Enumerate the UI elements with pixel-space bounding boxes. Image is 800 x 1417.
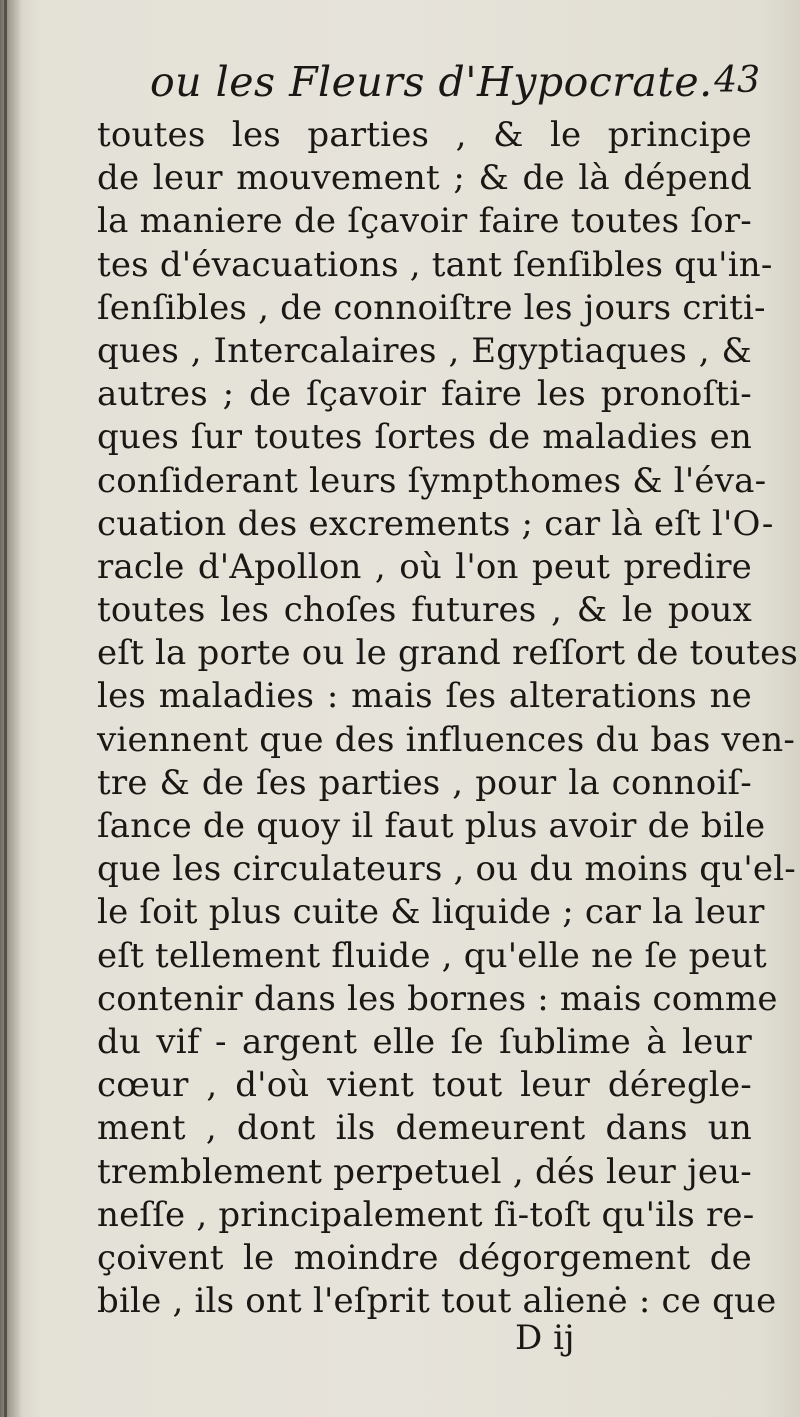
text-line: contenir dans les bornes : mais comme <box>97 978 778 1019</box>
spine-edge <box>4 0 7 1417</box>
text-line: conſiderant leurs ſympthomes & l'éva- <box>97 460 767 501</box>
text-line: eſt la porte ou le grand reſſort de toutes <box>97 633 799 674</box>
text-line: toutes les choſes futures , & le poux <box>97 590 752 631</box>
text-line: tes d'évacuations , tant ſenſibles qu'in- <box>97 244 773 285</box>
text-line: cuation des excrements ; car là eſt l'O- <box>97 503 774 544</box>
text-line: de leur mouvement ; & de là dépend <box>97 158 752 199</box>
text-line: tre & de ſes parties , pour la connoiſ- <box>97 762 752 803</box>
text-line: bile , ils ont l'eſprit tout alienė : ce que <box>97 1281 777 1322</box>
body-text <box>97 114 799 1323</box>
text-line: les maladies : mais ſes alterations ne <box>97 676 752 717</box>
text-line: racle d'Apollon , où l'on peut predire <box>97 546 752 587</box>
text-line: viennent que des influences du bas ven- <box>97 719 796 760</box>
text-line: ment , dont ils demeurent dans un <box>97 1108 752 1149</box>
running-title: ou les Fleurs d'Hypocrate. <box>150 58 713 106</box>
text-line: cœur , d'où vient tout leur déregle- <box>97 1065 752 1106</box>
text-line: du vif - argent elle ſe ſublime à leur <box>97 1021 752 1062</box>
text-line: autres ; de ſçavoir faire les pronoſti- <box>97 374 752 415</box>
text-line: çoivent le moindre dégorgement de <box>97 1237 752 1278</box>
text-line: eſt tellement fluide , qu'elle ne ſe peut <box>97 935 767 976</box>
text-line: toutes les parties , & le principe <box>97 115 752 155</box>
text-line: la maniere de ſçavoir faire toutes ſor- <box>97 201 752 242</box>
text-line: neſſe , principalement ſi-toſt qu'ils re- <box>97 1194 755 1235</box>
text-line: le ſoit plus cuite & liquide ; car la leur <box>97 892 765 933</box>
text-line: ſance de quoy il faut plus avoir de bile <box>97 806 766 846</box>
signature-mark: D ij <box>515 1318 575 1358</box>
page-number: 43 <box>714 60 760 101</box>
text-line: ques ſur toutes ſortes de maladies en <box>97 417 752 458</box>
text-line: ques , Intercalaires , Egyptiaques , & <box>97 330 752 371</box>
page-header <box>150 58 760 118</box>
text-line: que les circulateurs , ou du moins qu'el- <box>97 849 796 890</box>
text-line: ſenſibles , de connoiſtre les jours criti- <box>97 287 766 328</box>
text-line: tremblement perpetuel , dés leur jeu- <box>97 1151 752 1192</box>
